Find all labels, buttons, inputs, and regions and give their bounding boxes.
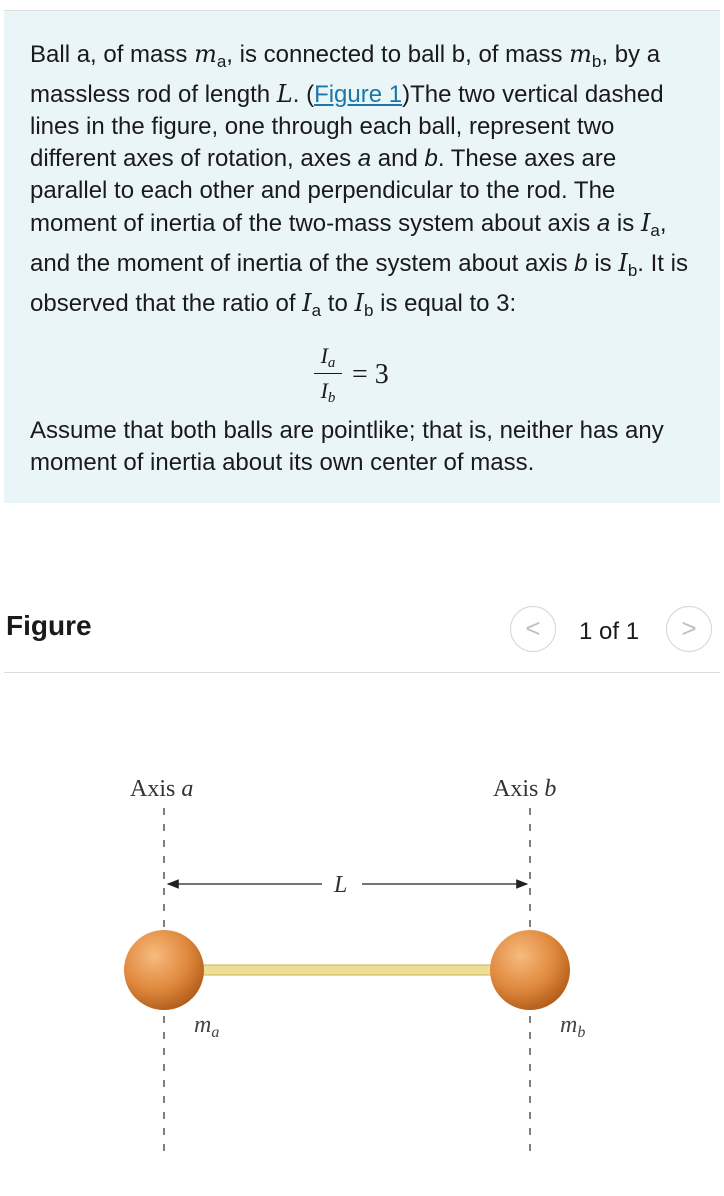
text-run: is xyxy=(587,250,619,277)
figure-header xyxy=(4,606,720,673)
text-run: is equal to 3: xyxy=(373,290,517,317)
length-label: L xyxy=(334,872,348,898)
problem-statement xyxy=(4,11,720,503)
inertia-b-symbol: $I_b$ xyxy=(354,289,374,320)
inertia-a-symbol: $I_a$ xyxy=(640,209,660,240)
problem-paragraph-1 xyxy=(30,38,694,327)
rod-diagram xyxy=(0,760,724,1160)
fraction-bar xyxy=(314,373,342,374)
figure-1-link[interactable]: Figure 1 xyxy=(314,81,403,108)
fraction-numerator: Ia xyxy=(320,343,336,371)
figure-pager: 1 of 1 xyxy=(579,618,640,645)
inertia-b-symbol: $I_b$ xyxy=(618,249,638,280)
mass-b-label: $m_b$ xyxy=(560,1012,586,1041)
chevron-right-icon[interactable]: > xyxy=(666,606,712,652)
equation-rhs: = 3 xyxy=(352,359,389,390)
axis-b-label: Axis b xyxy=(493,776,557,802)
chevron-left-icon[interactable]: < xyxy=(510,606,556,652)
inertia-a-symbol: $I_a$ xyxy=(302,289,322,320)
mass-b-symbol: $m_b$ xyxy=(569,40,602,71)
massless-rod xyxy=(200,965,494,975)
axis-a-italic: a xyxy=(596,210,611,237)
text-run: , and the moment of inertia of the system about axis xyxy=(30,210,667,277)
axis-a-label: Axis a xyxy=(130,776,194,802)
text-run: . ( xyxy=(292,81,315,108)
text-run: is xyxy=(610,210,641,237)
ratio-equation xyxy=(30,341,694,411)
ratio-fraction xyxy=(314,341,342,406)
ball-a xyxy=(124,930,204,1010)
problem-paragraph-2: Assume that both balls are pointlike; that is, neither has any moment of inertia about its own center of mass. xyxy=(30,417,664,476)
text-run: )The two vertical dashed lines in the figure, one through each ball, represent two different axes of rotation, axes xyxy=(30,81,664,172)
ball-b xyxy=(490,930,570,1010)
text-run: Ball a, of mass xyxy=(30,41,195,68)
fraction-denominator: Ib xyxy=(320,378,336,406)
axis-b-italic: b xyxy=(574,250,588,277)
text-run: , is connected to ball b, of mass xyxy=(226,41,570,68)
axis-b-italic: b xyxy=(424,145,438,172)
text-run: to xyxy=(321,290,355,317)
axis-a-italic: a xyxy=(357,145,372,172)
figure-title: Figure xyxy=(6,610,92,641)
text-run: . These axes are parallel to each other and perpendicular to the rod. The moment of inertia of the two-mass system about axis xyxy=(30,145,617,237)
text-run: . It is observed that the ratio of xyxy=(30,250,688,317)
mass-a-label: $m_a$ xyxy=(194,1012,220,1041)
mass-a-symbol: $m_a$ xyxy=(194,40,227,71)
length-symbol: L xyxy=(276,80,293,108)
text-run: and xyxy=(371,145,425,172)
text-run: , by a massless rod of length xyxy=(30,41,661,108)
